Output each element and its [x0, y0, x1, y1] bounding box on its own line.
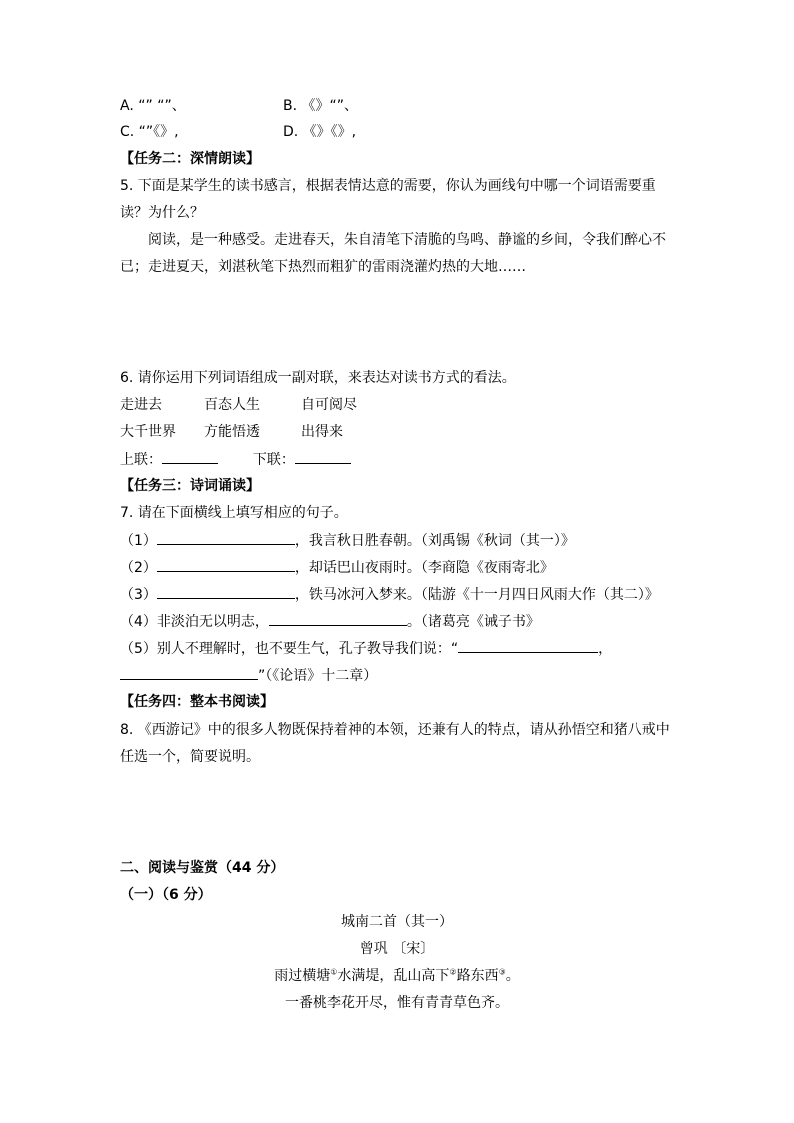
poem-line-2: 一番桃李花开尽，惟有青青草色齐。	[285, 995, 509, 1011]
fill-item-number: （3）	[120, 587, 157, 603]
task2-heading: 【任务二：深情朗读】	[120, 151, 260, 167]
poem-text: 雨过横塘	[274, 968, 331, 984]
fill-item-number: （2）	[120, 560, 157, 576]
upper-couplet-label: 上联：	[120, 452, 162, 468]
fill-item-text: 。（诸葛亮《诫子书》	[406, 614, 540, 630]
word-5: 方能悟透	[204, 424, 260, 440]
word-4: 大千世界	[120, 424, 176, 440]
fill-item-number: （4）	[120, 614, 157, 630]
couplet-answer-line	[120, 449, 351, 470]
fill-item-number: （1）	[120, 533, 157, 549]
footnote-marker: ②	[449, 967, 457, 977]
option-b: B. 《》“”、	[283, 98, 359, 114]
fill-item-5-source: ”（《论语》十二章）	[258, 668, 378, 684]
word-6: 出得来	[301, 424, 343, 440]
option-a: A. “” “”、	[120, 98, 186, 114]
fill-blank[interactable]	[157, 530, 295, 545]
q8-text-line2: 任选一个，简要说明。	[120, 749, 260, 765]
fill-item-text: ，铁马冰河入梦来。（陆游《十一月四日风雨大作（其二）》	[294, 587, 659, 603]
section2-heading: 二、阅读与鉴赏（44 分）	[120, 860, 285, 876]
fill-item-4	[120, 611, 540, 632]
fill-item-3	[120, 584, 659, 605]
q6-prompt: 6. 请你运用下列词语组成一副对联，来表达对读书方式的看法。	[120, 370, 516, 386]
fill-blank[interactable]	[157, 557, 295, 572]
word-2: 百态人生	[204, 397, 260, 413]
footnote-marker: ①	[330, 967, 338, 977]
poem-text: 路东西	[456, 968, 499, 984]
task4-heading: 【任务四：整本书阅读】	[120, 694, 274, 710]
fill-item-5	[120, 638, 612, 659]
fill-item-5-line2	[120, 665, 377, 686]
fill-item-text: ，我言秋日胜春朝。（刘禹锡《秋词（其一）》	[294, 533, 575, 549]
poem-text: 。	[505, 968, 520, 984]
fill-blank[interactable]	[120, 665, 258, 680]
poem-line-1	[0, 966, 794, 986]
fill-blank[interactable]	[269, 611, 407, 626]
passage-line2: 已；走进夏天，刘湛秋笔下热烈而粗犷的雷雨浇灌灼热的大地……	[120, 259, 526, 275]
upper-couplet-blank[interactable]	[162, 449, 218, 464]
fill-item-5-comma: ，	[598, 641, 613, 657]
option-c: C. “”《》,	[120, 124, 179, 140]
word-3: 自可阅尽	[301, 397, 357, 413]
word-1: 走进去	[120, 397, 162, 413]
fill-item-5-text: （5）别人不理解时，也不要生气，孔子教导我们说：“	[120, 641, 459, 657]
q5-text-line2: 读？为什么？	[120, 205, 204, 221]
fill-item-text-before: 非淡泊无以明志，	[156, 614, 269, 630]
task3-heading: 【任务三：诗词诵读】	[120, 478, 260, 494]
q8-text-line1: 8. 《西游记》中的很多人物既保持着神的本领，还兼有人的特点，请从孙悟空和猪八戒中	[120, 722, 670, 738]
poem-author: 曾巩 〔宋〕	[359, 941, 435, 957]
fill-item-2	[120, 557, 554, 578]
poem-title: 城南二首（其一）	[341, 914, 453, 930]
fill-item-text: ，却话巴山夜雨时。（李商隐《夜雨寄北》	[294, 560, 554, 576]
option-d: D. 《》《》,	[283, 124, 357, 140]
fill-blank[interactable]	[458, 638, 598, 653]
lower-couplet-label: 下联：	[252, 452, 295, 468]
section2-subheading: （一）（6 分）	[120, 887, 212, 903]
fill-item-1	[120, 530, 575, 551]
passage-line1: 阅读，是一种感受。走进春天，朱自清笔下清脆的鸟鸣、静谧的乡间，令我们醉心不	[148, 232, 666, 248]
footnote-marker: ③	[498, 967, 506, 977]
fill-blank[interactable]	[157, 584, 295, 599]
q7-prompt: 7. 请在下面横线上填写相应的句子。	[120, 505, 348, 521]
lower-couplet-blank[interactable]	[295, 449, 351, 464]
q5-text-line1: 5. 下面是某学生的读书感言，根据表情达意的需要，你认为画线句中哪一个词语需要重	[120, 178, 656, 194]
poem-text: 水满堤，乱山高下	[337, 968, 450, 984]
